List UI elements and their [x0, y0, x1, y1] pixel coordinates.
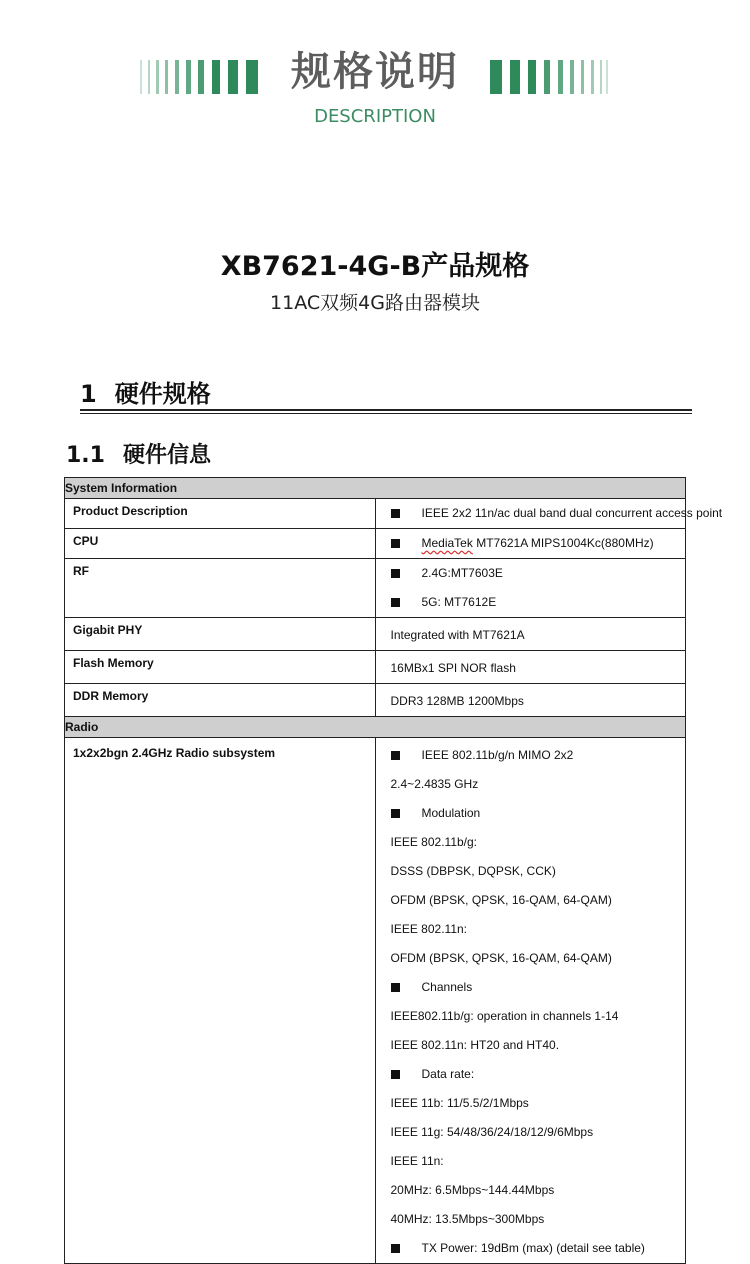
row-label: 1x2x2bgn 2.4GHz Radio subsystem: [65, 738, 376, 1264]
row-label: Gigabit PHY: [65, 618, 376, 651]
banner-subtitle: DESCRIPTION: [314, 106, 436, 127]
section-number: 1: [80, 380, 97, 408]
row-label: Flash Memory: [65, 651, 376, 684]
radio-line: 40MHz: 13.5Mbps~300Mbps: [390, 1212, 545, 1226]
radio-line: Channels: [391, 973, 686, 1002]
row-value: [375, 529, 686, 559]
radio-line: Data rate:: [391, 1060, 686, 1089]
row-value-text: [391, 529, 686, 558]
right-stripe-decoration: [490, 60, 608, 94]
heading-rule: [80, 409, 692, 411]
row-value-text: Integrated with MT7621A: [390, 628, 525, 642]
radio-line: IEEE 802.11n:: [390, 922, 467, 936]
section-title: 硬件规格: [114, 380, 211, 408]
radio-line: 2.4~2.4835 GHz: [390, 777, 479, 791]
radio-line: IEEE 802.11b/g/n MIMO 2x2: [391, 741, 686, 770]
subsection-title: 硬件信息: [122, 443, 211, 468]
radio-line: IEEE 802.11b/g:: [390, 835, 478, 849]
section-header-cell: Radio: [65, 717, 686, 738]
table-row: [65, 684, 686, 717]
radio-line: OFDM (BPSK, QPSK, 16-QAM, 64-QAM): [390, 893, 612, 907]
row-label: Product Description: [65, 499, 376, 529]
spellcheck-word: MediaTek: [421, 536, 473, 550]
table-section-header: [65, 478, 686, 499]
row-value: [375, 618, 686, 651]
cpu-model-text: MT7621A MIPS1004Kc(880MHz): [472, 536, 654, 550]
product-subtitle: 11AC双频4G路由器模块: [270, 292, 480, 314]
subsection-number: 1.1: [66, 443, 105, 468]
table-row: [65, 618, 686, 651]
section-header-cell: System Information: [65, 478, 686, 499]
row-value: [375, 684, 686, 717]
radio-line: IEEE 11b: 11/5.5/2/1Mbps: [390, 1096, 529, 1110]
spec-table: [64, 477, 723, 1264]
radio-line: OFDM (BPSK, QPSK, 16-QAM, 64-QAM): [390, 951, 612, 965]
table-row: [65, 651, 686, 684]
row-value: [375, 738, 686, 1264]
product-title: XB7621-4G-B产品规格: [220, 251, 530, 282]
radio-line: TX Power: 19dBm (max) (detail see table): [391, 1234, 686, 1263]
table-row: [65, 499, 686, 529]
row-label: DDR Memory: [65, 684, 376, 717]
radio-line: IEEE 11g: 54/48/36/24/18/12/9/6Mbps: [390, 1125, 594, 1139]
table-row: [65, 529, 686, 559]
radio-line: IEEE802.11b/g: operation in channels 1-14: [390, 1009, 619, 1023]
table-section-header: [65, 717, 686, 738]
row-value: [375, 499, 723, 529]
description-banner: [0, 0, 750, 140]
subsection-heading-hardware-info: [66, 438, 211, 469]
row-label: RF: [65, 559, 376, 618]
radio-line: DSSS (DBPSK, DQPSK, CCK): [390, 864, 556, 878]
row-value-text: DDR3 128MB 1200Mbps: [390, 694, 524, 708]
row-value-text: IEEE 2x2 11n/ac dual band dual concurrent access point: [391, 499, 686, 528]
row-value-text: 2.4G:MT7603E: [391, 559, 686, 588]
row-value: [375, 559, 686, 618]
table-row: [65, 559, 686, 618]
row-value-text: 16MBx1 SPI NOR flash: [390, 661, 516, 675]
radio-line: Modulation: [391, 799, 686, 828]
row-label: CPU: [65, 529, 376, 559]
heading-rule: [80, 413, 692, 414]
row-value: [375, 651, 686, 684]
radio-line: IEEE 802.11n: HT20 and HT40.: [390, 1038, 560, 1052]
banner-title: 规格说明: [291, 49, 459, 95]
radio-line: 20MHz: 6.5Mbps~144.44Mbps: [390, 1183, 555, 1197]
radio-line: IEEE 11n:: [390, 1154, 444, 1168]
section-heading-hardware-spec: [80, 374, 211, 409]
table-row: [65, 738, 686, 1264]
row-value-text: 5G: MT7612E: [391, 588, 686, 617]
